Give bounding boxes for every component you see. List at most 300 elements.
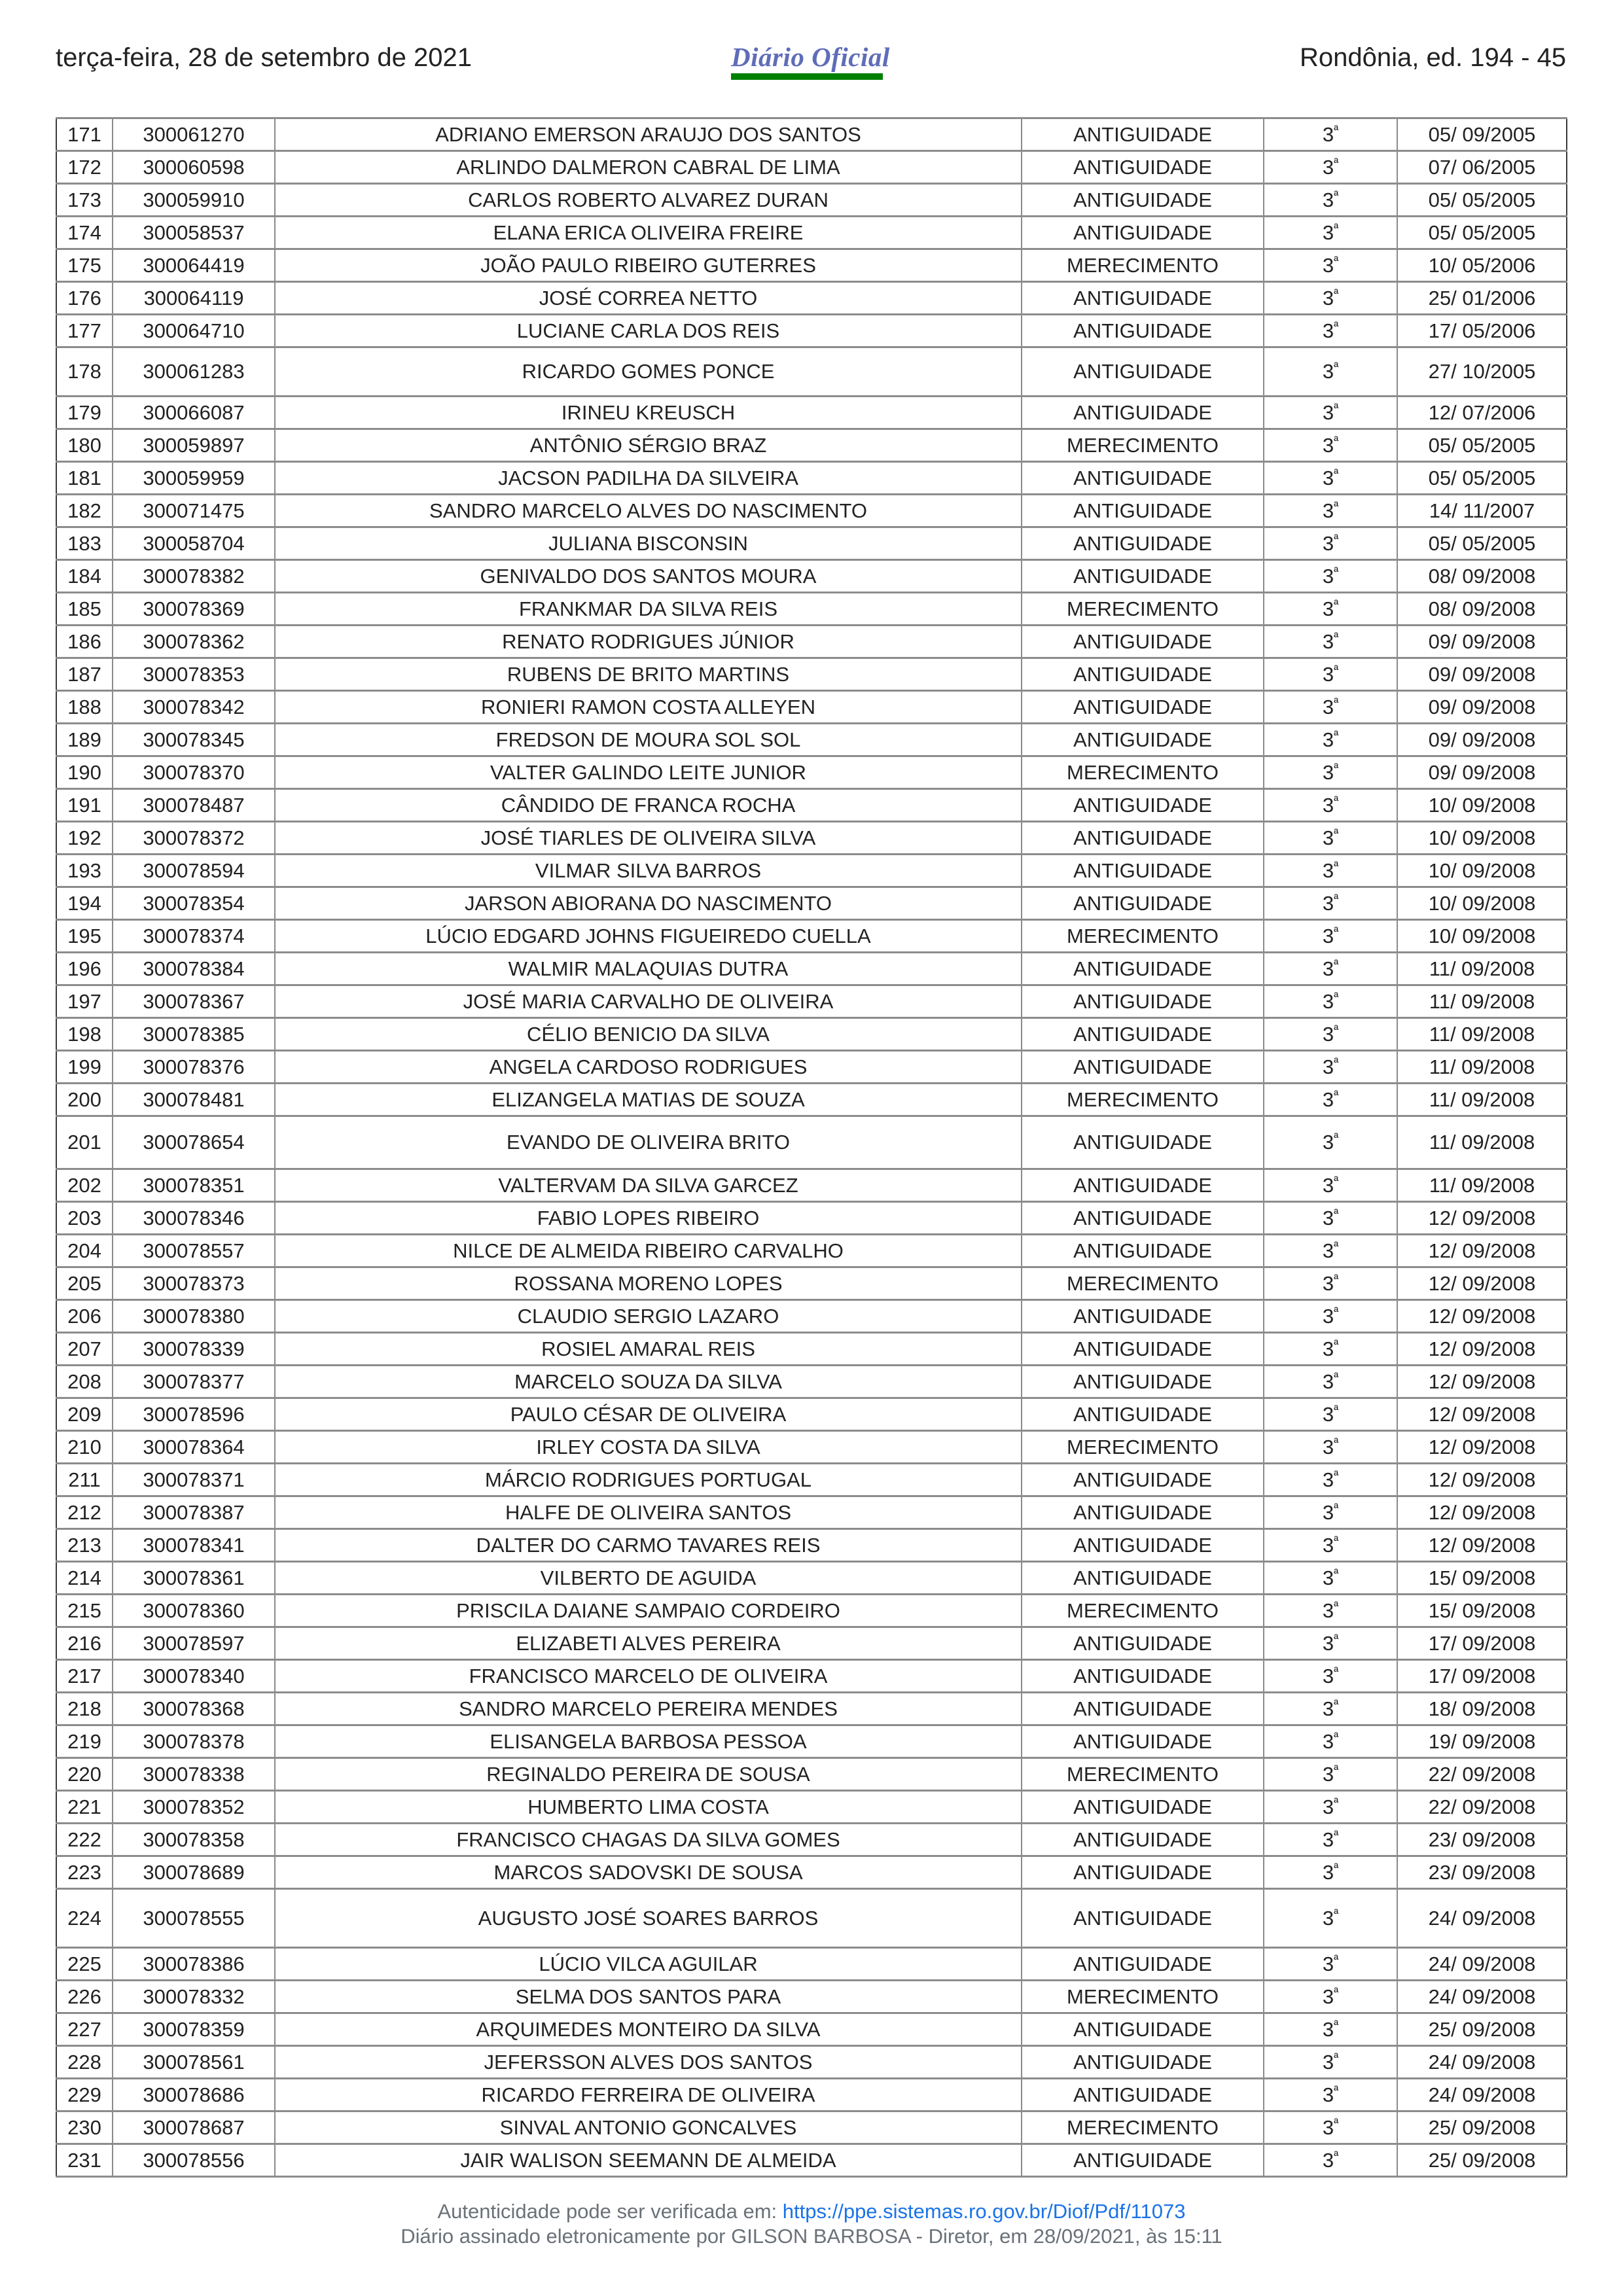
employee-name: SANDRO MARCELO PEREIRA MENDES	[275, 1693, 1022, 1725]
row-number: 173	[56, 184, 113, 217]
promotion-date: 05/ 05/2005	[1397, 217, 1567, 249]
ordinal-indicator: ª	[1334, 1828, 1339, 1843]
class-ordinal	[1264, 953, 1397, 985]
class-ordinal	[1264, 724, 1397, 756]
class-ordinal	[1264, 1051, 1397, 1084]
ordinal-indicator: ª	[1334, 663, 1339, 677]
promotion-date: 10/ 09/2008	[1397, 855, 1567, 887]
row-number: 212	[56, 1496, 113, 1529]
class-number: 3	[1322, 728, 1334, 751]
registration-id: 300078374	[113, 920, 275, 953]
class-ordinal	[1264, 1562, 1397, 1595]
registration-id: 300078385	[113, 1018, 275, 1051]
ordinal-indicator: ª	[1334, 401, 1339, 415]
class-ordinal	[1264, 397, 1397, 429]
table-row	[56, 1824, 1567, 1856]
registration-id: 300078338	[113, 1758, 275, 1791]
promotion-date: 12/ 07/2006	[1397, 397, 1567, 429]
table-row	[56, 658, 1567, 691]
registration-id: 300061283	[113, 347, 275, 397]
table-row	[56, 1725, 1567, 1758]
criterion: ANTIGUIDADE	[1022, 855, 1264, 887]
class-number: 3	[1322, 1239, 1334, 1262]
promotion-date: 09/ 09/2008	[1397, 724, 1567, 756]
table-row	[56, 593, 1567, 626]
class-ordinal	[1264, 1116, 1397, 1169]
class-ordinal	[1264, 151, 1397, 184]
class-number: 3	[1322, 1435, 1334, 1458]
criterion: ANTIGUIDADE	[1022, 626, 1264, 658]
table-row	[56, 2013, 1567, 2046]
ordinal-indicator: ª	[1334, 287, 1339, 301]
table-row	[56, 249, 1567, 282]
authenticity-label: Autenticidade pode ser verificada em:	[437, 2200, 783, 2223]
promotion-date: 11/ 09/2008	[1397, 985, 1567, 1018]
criterion: ANTIGUIDADE	[1022, 184, 1264, 217]
ordinal-indicator: ª	[1334, 1403, 1339, 1417]
table-row	[56, 1627, 1567, 1660]
promotion-date: 25/ 09/2008	[1397, 2111, 1567, 2144]
class-ordinal	[1264, 1791, 1397, 1824]
criterion: ANTIGUIDADE	[1022, 1398, 1264, 1431]
class-ordinal	[1264, 2046, 1397, 2079]
table-row	[56, 985, 1567, 1018]
class-number: 3	[1322, 1664, 1334, 1687]
class-number: 3	[1322, 1598, 1334, 1622]
registration-id: 300078654	[113, 1116, 275, 1169]
row-number: 180	[56, 429, 113, 462]
criterion: ANTIGUIDADE	[1022, 397, 1264, 429]
class-ordinal	[1264, 920, 1397, 953]
criterion: ANTIGUIDADE	[1022, 118, 1264, 151]
class-ordinal	[1264, 495, 1397, 527]
promotion-date: 11/ 09/2008	[1397, 953, 1567, 985]
ordinal-indicator: ª	[1334, 2149, 1339, 2163]
class-number: 3	[1322, 1468, 1334, 1491]
employee-name: WALMIR MALAQUIAS DUTRA	[275, 953, 1022, 985]
row-number: 190	[56, 756, 113, 789]
class-ordinal	[1264, 1824, 1397, 1856]
authenticity-line	[0, 2199, 1623, 2224]
registration-id: 300078487	[113, 789, 275, 822]
signature-line: Diário assinado eletronicamente por GILSON BARBOSA - Diretor, em 28/09/2021, às 15:11	[401, 2225, 1222, 2248]
row-number: 177	[56, 315, 113, 347]
registration-id: 300078371	[113, 1464, 275, 1496]
employee-name: VALTER GALINDO LEITE JUNIOR	[275, 756, 1022, 789]
criterion: MERECIMENTO	[1022, 1084, 1264, 1116]
class-number: 3	[1322, 760, 1334, 784]
class-number: 3	[1322, 253, 1334, 277]
table-row	[56, 2079, 1567, 2111]
class-number: 3	[1322, 1762, 1334, 1786]
promotion-date: 07/ 06/2005	[1397, 151, 1567, 184]
criterion: ANTIGUIDADE	[1022, 1366, 1264, 1398]
criterion: ANTIGUIDADE	[1022, 1562, 1264, 1595]
class-ordinal	[1264, 1431, 1397, 1464]
class-number: 3	[1322, 1206, 1334, 1229]
class-ordinal	[1264, 1981, 1397, 2013]
registration-id: 300078362	[113, 626, 275, 658]
class-ordinal	[1264, 429, 1397, 462]
promotion-date: 17/ 09/2008	[1397, 1627, 1567, 1660]
class-number: 3	[1322, 1055, 1334, 1078]
criterion: ANTIGUIDADE	[1022, 1051, 1264, 1084]
registration-id: 300078372	[113, 822, 275, 855]
registration-id: 300059910	[113, 184, 275, 217]
class-ordinal	[1264, 1725, 1397, 1758]
employee-name: FRANKMAR DA SILVA REIS	[275, 593, 1022, 626]
class-number: 3	[1322, 1566, 1334, 1589]
ordinal-indicator: ª	[1334, 1239, 1339, 1254]
ordinal-indicator: ª	[1334, 1599, 1339, 1614]
criterion: ANTIGUIDADE	[1022, 1889, 1264, 1948]
row-number: 195	[56, 920, 113, 953]
employee-name: RUBENS DE BRITO MARTINS	[275, 658, 1022, 691]
employee-name: LÚCIO VILCA AGUILAR	[275, 1948, 1022, 1981]
class-ordinal	[1264, 1300, 1397, 1333]
row-number: 176	[56, 282, 113, 315]
class-number: 3	[1322, 433, 1334, 457]
row-number: 228	[56, 2046, 113, 2079]
criterion: MERECIMENTO	[1022, 1267, 1264, 1300]
registration-id: 300066087	[113, 397, 275, 429]
employee-name: FABIO LOPES RIBEIRO	[275, 1202, 1022, 1235]
criterion: ANTIGUIDADE	[1022, 1169, 1264, 1202]
class-number: 3	[1322, 564, 1334, 588]
table-row	[56, 1529, 1567, 1562]
ordinal-indicator: ª	[1334, 1468, 1339, 1483]
table-row	[56, 282, 1567, 315]
table-row	[56, 397, 1567, 429]
employee-name: MARCOS SADOVSKI DE SOUSA	[275, 1856, 1022, 1889]
class-ordinal	[1264, 1084, 1397, 1116]
table-row	[56, 1981, 1567, 2013]
criterion: ANTIGUIDADE	[1022, 1693, 1264, 1725]
class-ordinal	[1264, 184, 1397, 217]
table-row	[56, 691, 1567, 724]
criterion: MERECIMENTO	[1022, 2111, 1264, 2144]
criterion: ANTIGUIDADE	[1022, 151, 1264, 184]
class-number: 3	[1322, 188, 1334, 211]
promotion-date: 18/ 09/2008	[1397, 1693, 1567, 1725]
table-row	[56, 184, 1567, 217]
promotion-date: 12/ 09/2008	[1397, 1235, 1567, 1267]
registration-id: 300078341	[113, 1529, 275, 1562]
promotion-date: 12/ 09/2008	[1397, 1333, 1567, 1366]
registration-id: 300078339	[113, 1333, 275, 1366]
ordinal-indicator: ª	[1334, 2083, 1339, 2098]
class-ordinal	[1264, 2079, 1397, 2111]
ordinal-indicator: ª	[1334, 1861, 1339, 1875]
criterion: ANTIGUIDADE	[1022, 1300, 1264, 1333]
ordinal-indicator: ª	[1334, 1907, 1339, 1921]
class-number: 3	[1322, 891, 1334, 915]
class-ordinal	[1264, 756, 1397, 789]
registration-id: 300078687	[113, 2111, 275, 2144]
table-row	[56, 1595, 1567, 1627]
row-number: 207	[56, 1333, 113, 1366]
class-number: 3	[1322, 858, 1334, 882]
row-number: 225	[56, 1948, 113, 1981]
table-row	[56, 1018, 1567, 1051]
promotion-table	[56, 117, 1567, 2178]
employee-name: ELANA ERICA OLIVEIRA FREIRE	[275, 217, 1022, 249]
class-number: 3	[1322, 1173, 1334, 1197]
registration-id: 300078340	[113, 1660, 275, 1693]
table-row	[56, 1856, 1567, 1889]
ordinal-indicator: ª	[1334, 1174, 1339, 1188]
row-number: 217	[56, 1660, 113, 1693]
table-row	[56, 822, 1567, 855]
class-number: 3	[1322, 826, 1334, 849]
ordinal-indicator: ª	[1334, 1305, 1339, 1319]
employee-name: LÚCIO EDGARD JOHNS FIGUEIREDO CUELLA	[275, 920, 1022, 953]
criterion: ANTIGUIDADE	[1022, 1116, 1264, 1169]
table-row	[56, 1202, 1567, 1235]
registration-id: 300078387	[113, 1496, 275, 1529]
class-number: 3	[1322, 629, 1334, 653]
criterion: ANTIGUIDADE	[1022, 658, 1264, 691]
class-number: 3	[1322, 1500, 1334, 1524]
registration-id: 300078376	[113, 1051, 275, 1084]
promotion-date: 12/ 09/2008	[1397, 1529, 1567, 1562]
promotion-date: 05/ 05/2005	[1397, 184, 1567, 217]
table-row	[56, 315, 1567, 347]
promotion-date: 10/ 09/2008	[1397, 789, 1567, 822]
row-number: 193	[56, 855, 113, 887]
row-number: 230	[56, 2111, 113, 2144]
row-number: 204	[56, 1235, 113, 1267]
class-ordinal	[1264, 985, 1397, 1018]
employee-name: ADRIANO EMERSON ARAUJO DOS SANTOS	[275, 118, 1022, 151]
criterion: ANTIGUIDADE	[1022, 2046, 1264, 2079]
row-number: 218	[56, 1693, 113, 1725]
registration-id: 300078360	[113, 1595, 275, 1627]
ordinal-indicator: ª	[1334, 925, 1339, 939]
class-ordinal	[1264, 1235, 1397, 1267]
promotion-date: 11/ 09/2008	[1397, 1169, 1567, 1202]
registration-id: 300061270	[113, 118, 275, 151]
criterion: ANTIGUIDADE	[1022, 462, 1264, 495]
promotion-date: 12/ 09/2008	[1397, 1431, 1567, 1464]
criterion: ANTIGUIDADE	[1022, 1235, 1264, 1267]
row-number: 191	[56, 789, 113, 822]
registration-id: 300059897	[113, 429, 275, 462]
ordinal-indicator: ª	[1334, 319, 1339, 334]
row-number: 227	[56, 2013, 113, 2046]
row-number: 224	[56, 1889, 113, 1948]
ordinal-indicator: ª	[1334, 1337, 1339, 1352]
employee-name: HUMBERTO LIMA COSTA	[275, 1791, 1022, 1824]
class-ordinal	[1264, 1529, 1397, 1562]
registration-id: 300078359	[113, 2013, 275, 2046]
promotion-date: 05/ 05/2005	[1397, 462, 1567, 495]
class-number: 3	[1322, 2083, 1334, 2106]
employee-name: JAIR WALISON SEEMANN DE ALMEIDA	[275, 2144, 1022, 2177]
employee-name: DALTER DO CARMO TAVARES REIS	[275, 1529, 1022, 1562]
promotion-date: 22/ 09/2008	[1397, 1791, 1567, 1824]
class-ordinal	[1264, 1366, 1397, 1398]
registration-id: 300078384	[113, 953, 275, 985]
employee-name: CÉLIO BENICIO DA SILVA	[275, 1018, 1022, 1051]
registration-id: 300078481	[113, 1084, 275, 1116]
row-number: 178	[56, 347, 113, 397]
ordinal-indicator: ª	[1334, 1272, 1339, 1286]
promotion-date: 25/ 09/2008	[1397, 2013, 1567, 2046]
publication-date: terça-feira, 28 de setembro de 2021	[56, 43, 472, 72]
row-number: 198	[56, 1018, 113, 1051]
class-number: 3	[1322, 1087, 1334, 1111]
criterion: ANTIGUIDADE	[1022, 1824, 1264, 1856]
employee-name: IRLEY COSTA DA SILVA	[275, 1431, 1022, 1464]
registration-id: 300078377	[113, 1366, 275, 1398]
promotion-date: 25/ 01/2006	[1397, 282, 1567, 315]
class-number: 3	[1322, 155, 1334, 179]
promotion-date: 27/ 10/2005	[1397, 347, 1567, 397]
class-number: 3	[1322, 1337, 1334, 1360]
promotion-date: 12/ 09/2008	[1397, 1464, 1567, 1496]
row-number: 189	[56, 724, 113, 756]
row-number: 186	[56, 626, 113, 658]
employee-name: JACSON PADILHA DA SILVEIRA	[275, 462, 1022, 495]
ordinal-indicator: ª	[1334, 630, 1339, 645]
registration-id: 300078358	[113, 1824, 275, 1856]
row-number: 199	[56, 1051, 113, 1084]
employee-name: FRANCISCO MARCELO DE OLIVEIRA	[275, 1660, 1022, 1693]
class-number: 3	[1322, 1631, 1334, 1655]
table-row	[56, 855, 1567, 887]
ordinal-indicator: ª	[1334, 1952, 1339, 1967]
table-row	[56, 1889, 1567, 1948]
criterion: ANTIGUIDADE	[1022, 1791, 1264, 1824]
table-row	[56, 1693, 1567, 1725]
class-number: 3	[1322, 793, 1334, 817]
ordinal-indicator: ª	[1334, 990, 1339, 1004]
class-number: 3	[1322, 2115, 1334, 2139]
class-number: 3	[1322, 531, 1334, 555]
table-row	[56, 527, 1567, 560]
table-row	[56, 1116, 1567, 1169]
ordinal-indicator: ª	[1334, 2116, 1339, 2130]
class-ordinal	[1264, 593, 1397, 626]
promotion-date: 17/ 05/2006	[1397, 315, 1567, 347]
row-number: 181	[56, 462, 113, 495]
criterion: ANTIGUIDADE	[1022, 985, 1264, 1018]
class-ordinal	[1264, 1758, 1397, 1791]
class-number: 3	[1322, 1860, 1334, 1884]
promotion-date: 24/ 09/2008	[1397, 1948, 1567, 1981]
criterion: ANTIGUIDADE	[1022, 2144, 1264, 2177]
class-ordinal	[1264, 1202, 1397, 1235]
promotion-date: 05/ 09/2005	[1397, 118, 1567, 151]
registration-id: 300078351	[113, 1169, 275, 1202]
table-row	[56, 724, 1567, 756]
employee-name: ELISANGELA BARBOSA PESSOA	[275, 1725, 1022, 1758]
registration-id: 300064710	[113, 315, 275, 347]
registration-id: 300078378	[113, 1725, 275, 1758]
employee-name: SINVAL ANTONIO GONCALVES	[275, 2111, 1022, 2144]
row-number: 200	[56, 1084, 113, 1116]
table-row	[56, 1431, 1567, 1464]
authenticity-link[interactable]: https://ppe.sistemas.ro.gov.br/Diof/Pdf/11073	[782, 2200, 1186, 2223]
row-number: 194	[56, 887, 113, 920]
ordinal-indicator: ª	[1334, 1436, 1339, 1450]
criterion: ANTIGUIDADE	[1022, 347, 1264, 397]
registration-id: 300078353	[113, 658, 275, 691]
employee-name: FREDSON DE MOURA SOL SOL	[275, 724, 1022, 756]
ordinal-indicator: ª	[1334, 499, 1339, 514]
table-row	[56, 217, 1567, 249]
class-number: 3	[1322, 2050, 1334, 2074]
employee-name: JOSÉ TIARLES DE OLIVEIRA SILVA	[275, 822, 1022, 855]
table-row	[56, 1791, 1567, 1824]
employee-name: PRISCILA DAIANE SAMPAIO CORDEIRO	[275, 1595, 1022, 1627]
employee-name: VILMAR SILVA BARROS	[275, 855, 1022, 887]
class-ordinal	[1264, 887, 1397, 920]
promotion-date: 12/ 09/2008	[1397, 1267, 1567, 1300]
row-number: 185	[56, 593, 113, 626]
table-row	[56, 920, 1567, 953]
ordinal-indicator: ª	[1334, 1370, 1339, 1385]
promotion-date: 09/ 09/2008	[1397, 691, 1567, 724]
employee-name: RONIERI RAMON COSTA ALLEYEN	[275, 691, 1022, 724]
registration-id: 300071475	[113, 495, 275, 527]
registration-id: 300078354	[113, 887, 275, 920]
row-number: 172	[56, 151, 113, 184]
table-row	[56, 560, 1567, 593]
registration-id: 300078364	[113, 1431, 275, 1464]
class-number: 3	[1322, 1402, 1334, 1426]
class-ordinal	[1264, 1889, 1397, 1948]
criterion: MERECIMENTO	[1022, 249, 1264, 282]
employee-name: JOSÉ CORREA NETTO	[275, 282, 1022, 315]
employee-name: NILCE DE ALMEIDA RIBEIRO CARVALHO	[275, 1235, 1022, 1267]
registration-id: 300078373	[113, 1267, 275, 1300]
registration-id: 300078368	[113, 1693, 275, 1725]
registration-id: 300064419	[113, 249, 275, 282]
class-ordinal	[1264, 282, 1397, 315]
class-number: 3	[1322, 662, 1334, 686]
ordinal-indicator: ª	[1334, 1795, 1339, 1810]
ordinal-indicator: ª	[1334, 434, 1339, 448]
ordinal-indicator: ª	[1334, 221, 1339, 236]
table-row	[56, 756, 1567, 789]
promotion-date: 10/ 09/2008	[1397, 920, 1567, 953]
row-number: 223	[56, 1856, 113, 1889]
row-number: 192	[56, 822, 113, 855]
promotion-date: 24/ 09/2008	[1397, 2046, 1567, 2079]
criterion: ANTIGUIDADE	[1022, 1333, 1264, 1366]
promotion-date: 08/ 09/2008	[1397, 560, 1567, 593]
class-number: 3	[1322, 1131, 1334, 1154]
ordinal-indicator: ª	[1334, 1665, 1339, 1679]
class-number: 3	[1322, 1271, 1334, 1295]
class-ordinal	[1264, 560, 1397, 593]
criterion: ANTIGUIDADE	[1022, 887, 1264, 920]
criterion: ANTIGUIDADE	[1022, 789, 1264, 822]
row-number: 214	[56, 1562, 113, 1595]
ordinal-indicator: ª	[1334, 1730, 1339, 1744]
row-number: 229	[56, 2079, 113, 2111]
ordinal-indicator: ª	[1334, 532, 1339, 546]
class-ordinal	[1264, 1948, 1397, 1981]
table-row	[56, 151, 1567, 184]
employee-name: AUGUSTO JOSÉ SOARES BARROS	[275, 1889, 1022, 1948]
promotion-date: 24/ 09/2008	[1397, 1981, 1567, 2013]
class-number: 3	[1322, 1952, 1334, 1975]
class-number: 3	[1322, 319, 1334, 342]
ordinal-indicator: ª	[1334, 1088, 1339, 1103]
